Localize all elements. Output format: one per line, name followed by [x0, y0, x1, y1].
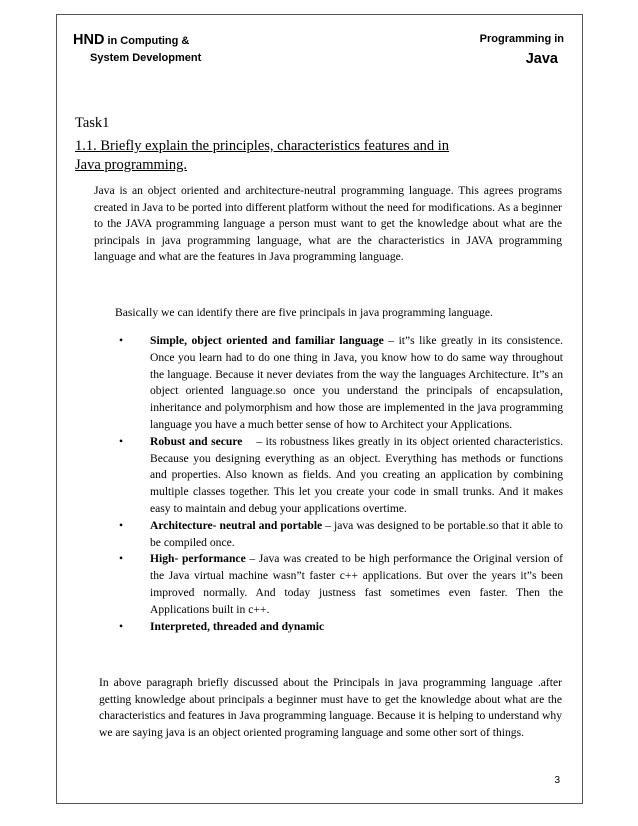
list-item	[117, 551, 563, 618]
bullet-text: – its robustness likes greatly in its object oriented characteristics. Because you designing everything as an object. Everything has methods or functions and properties. Also known as fields. And you creating an application by combining multiple classes together. This let you create your code in small trunks. And it makes easy to maintain and debug your applications overtime.	[150, 434, 566, 515]
bullet-icon: •	[119, 619, 124, 633]
bullet-text: – java was designed to be portable.so that it able to be compiled once.	[150, 518, 563, 549]
bullet-title: Simple, object oriented and familiar language	[150, 334, 384, 347]
header-course-title	[73, 31, 189, 49]
intro-paragraph: Java is an object oriented and architecture-neutral programming language. This agrees programs created in Java to be ported into different platform without the need for modifications. As a beginner to the JAVA programming language a person must want to get the knowledge about what are the principals in java programming language, what are the characteristics in JAVA programming language and what are the features in Java programming language.	[94, 184, 562, 264]
header-subject-line2: Java	[525, 51, 558, 67]
list-item	[117, 333, 563, 434]
bullet-title: Robust and secure	[150, 434, 243, 448]
conclusion-paragraph: In above paragraph briefly discussed about the Principals in java programming language .after getting knowledge about principals a beginner must have to get the knowledge about what are the characteristics and features in Java programming language. Because it is helping to understand why we are saying java is an object oriented programing language and some other sort of things.	[99, 676, 562, 739]
task-label: Task1	[75, 115, 110, 131]
principals-intro: Basically we can identify there are five principals in java programming language.	[115, 306, 493, 319]
list-item	[117, 434, 566, 518]
list-item	[117, 518, 563, 552]
header-subject-line1: Programming in	[479, 33, 564, 45]
bullet-title: High- performance	[150, 552, 246, 566]
bullet-icon: •	[119, 434, 124, 448]
page-number: 3	[554, 775, 560, 786]
bullet-icon: •	[119, 518, 124, 532]
header-course-rest: in Computing &	[104, 35, 190, 47]
bullet-icon: •	[119, 552, 124, 566]
bullet-title: Architecture- neutral and portable	[150, 518, 323, 532]
header-hnd: HND	[73, 32, 105, 48]
bullet-text: – it”s like greatly in its consistence. Once you learn had to do one thing in Java, you know how to do same way throughout the language. Because it never deviates from the way the languages Architecture. It”s an object oriented language.so once you understand the principals of encapsulation, inheritance and polymorphism and how those are implemented in the java programming language you have a much better sense of how to Architect your Applications.	[150, 334, 564, 431]
principles-list	[117, 333, 566, 635]
list-item	[117, 619, 563, 636]
section-heading: 1.1. Briefly explain the principles, characteristics features and in Java programming.	[75, 138, 450, 173]
bullet-icon: •	[119, 334, 124, 347]
bullet-title: Interpreted, threaded and dynamic	[150, 619, 325, 633]
header-course-line2: System Development	[90, 52, 202, 64]
bullet-text: – Java was created to be high performance the Original version of the Java virtual machine wasn”t faster c++ applications. But over the years it”s been improved normally. And today justness fast sometimes even faster. Then the Applications built in c++.	[150, 552, 564, 616]
document-page	[56, 14, 583, 804]
